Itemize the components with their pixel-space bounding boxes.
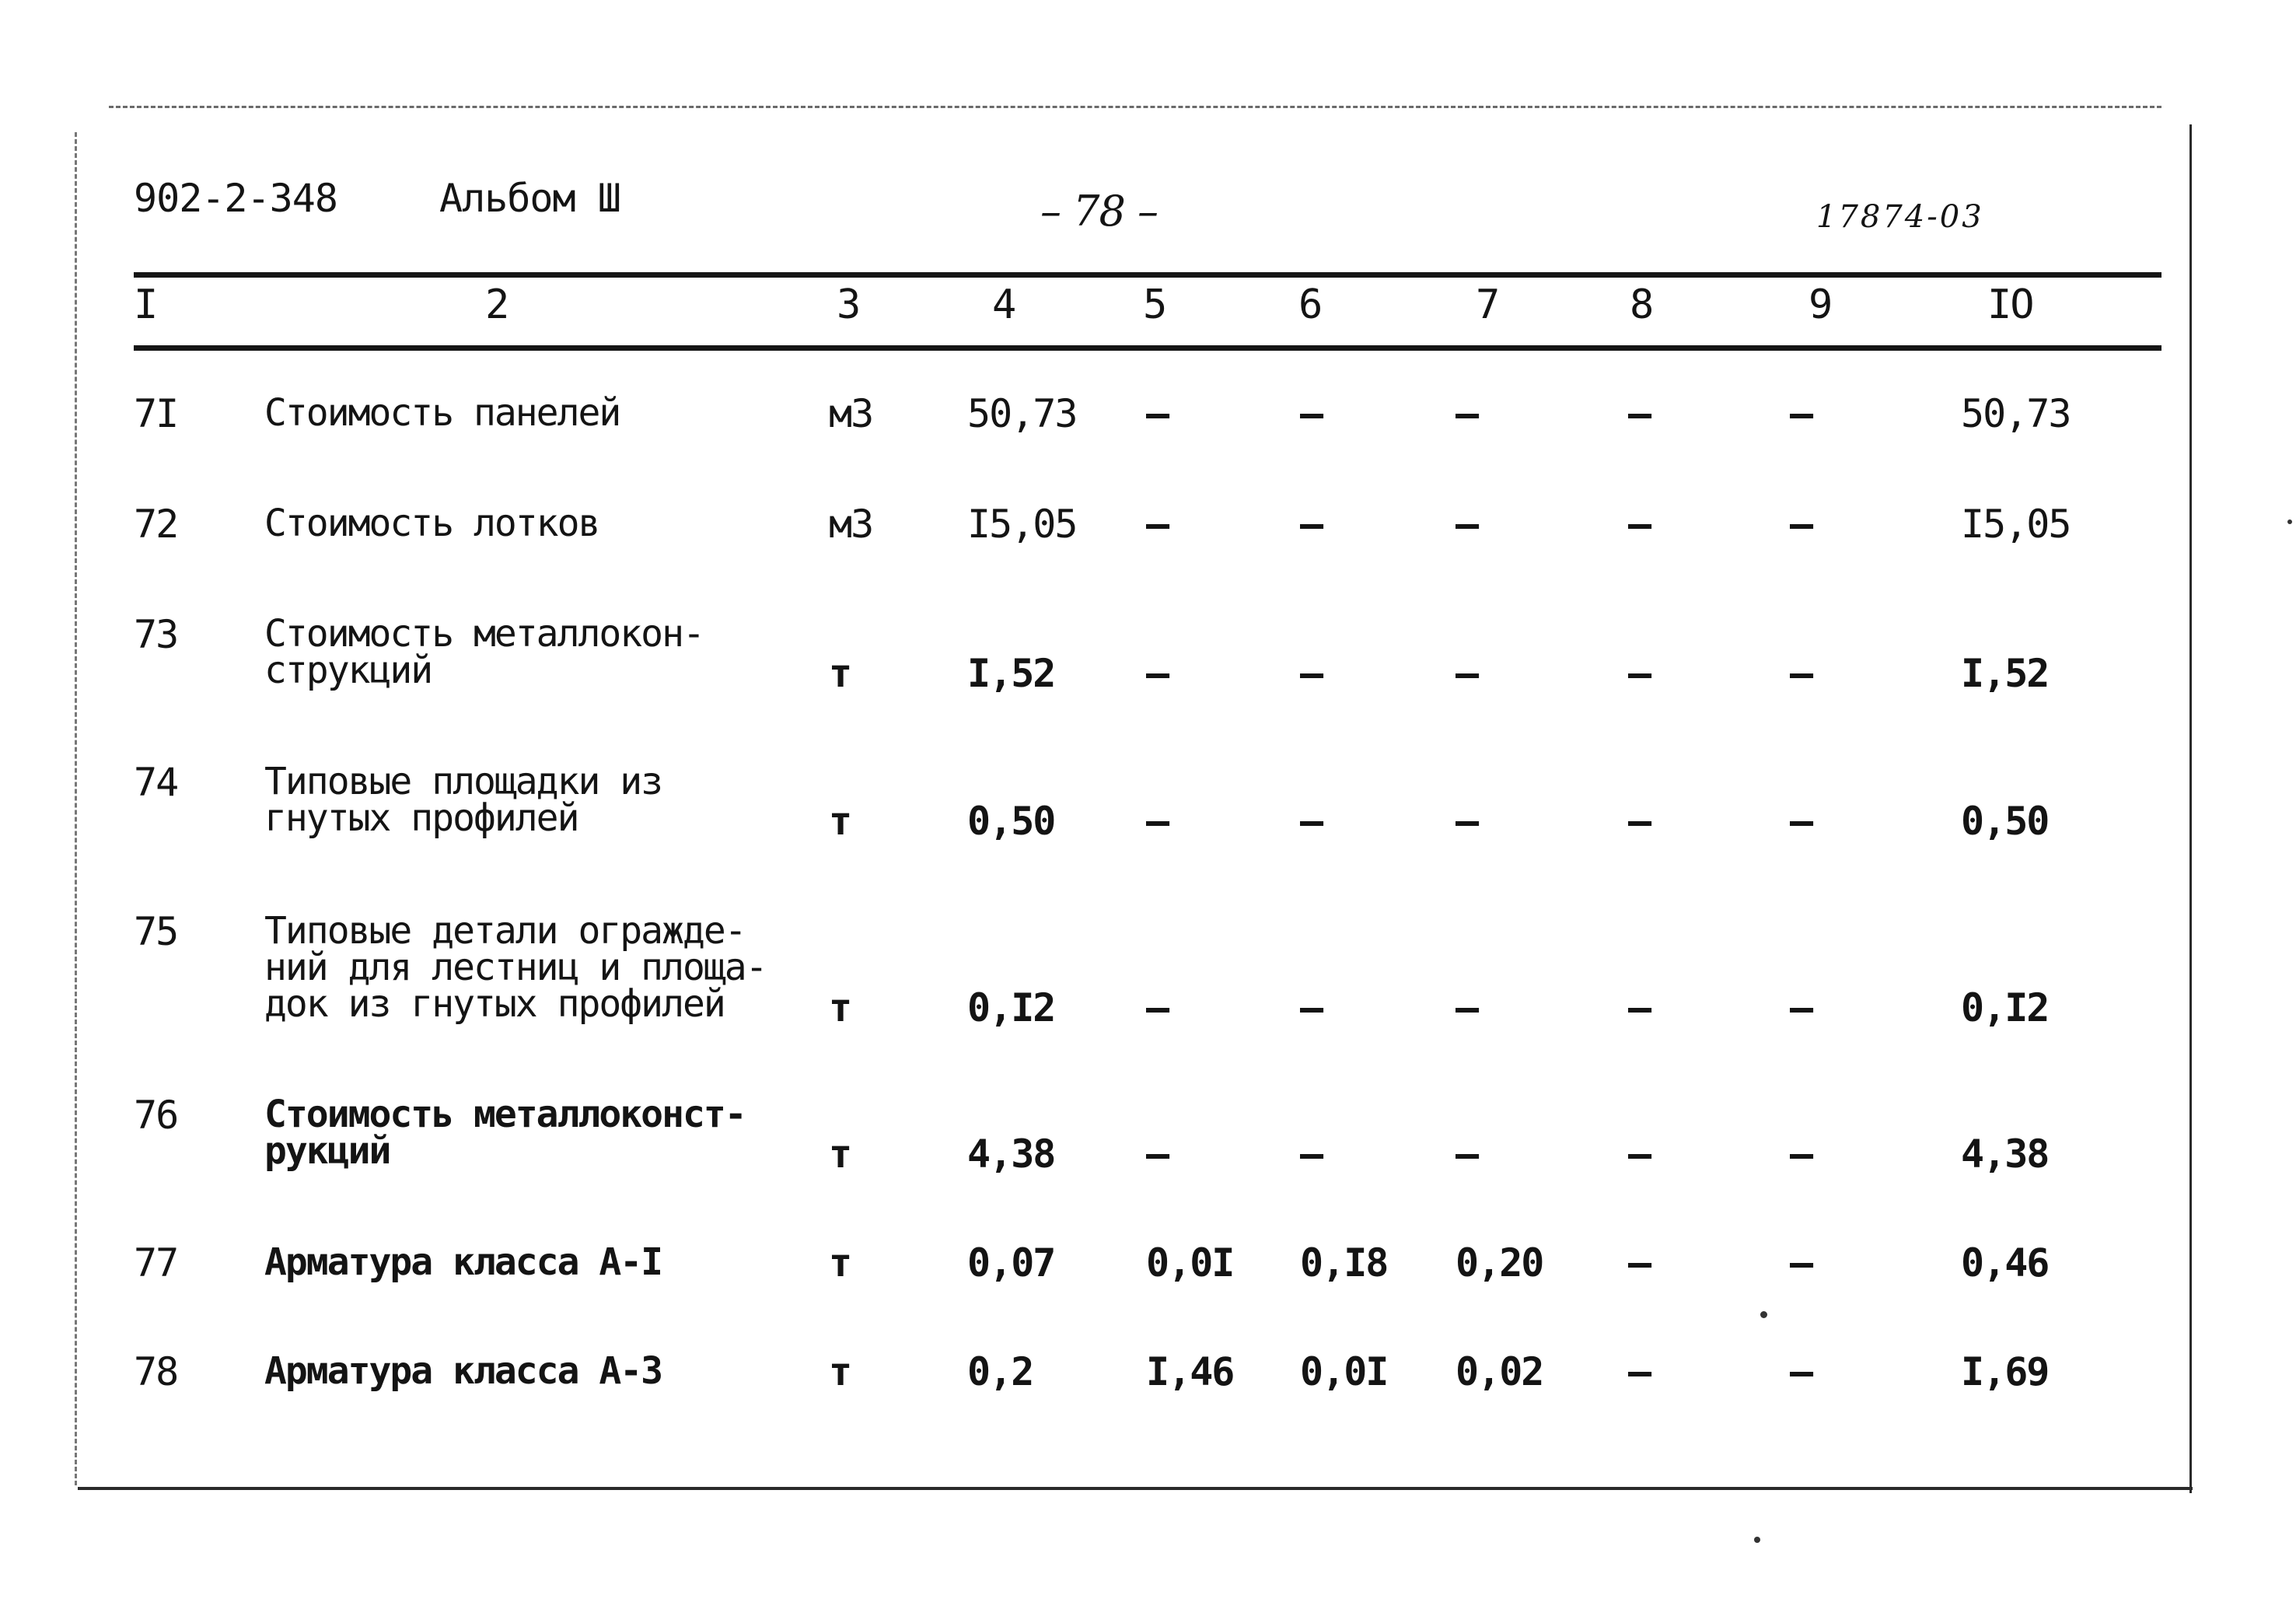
row-2-c6: – — [1300, 502, 1323, 547]
row-6-c7: – — [1456, 1132, 1478, 1177]
row-6-c4: 4,38 — [967, 1132, 1055, 1177]
row-4-c8: – — [1628, 799, 1651, 844]
row-5-c6: – — [1300, 985, 1323, 1030]
right-border — [2189, 124, 2192, 1493]
row-5-name: Типовые детали огражде- ний для лестниц и площа- док из гнутых профилей — [264, 909, 767, 1026]
row-1-c4: 50,73 — [967, 391, 1077, 436]
row-8-c9: – — [1790, 1349, 1812, 1394]
row-4-c9: – — [1790, 799, 1812, 844]
row-3-c6: – — [1300, 651, 1323, 696]
row-6-c9: – — [1790, 1132, 1812, 1177]
row-1-unit: м3 — [829, 391, 873, 436]
row-7-name: Арматура класса А-I — [264, 1240, 662, 1284]
scan-speck — [1754, 1537, 1760, 1543]
row-7-c7: 0,20 — [1456, 1240, 1543, 1285]
row-2-c7: – — [1456, 502, 1478, 547]
row-2-no: 72 — [134, 502, 178, 547]
row-3-c7: – — [1456, 651, 1478, 696]
row-7-c5: 0,0I — [1146, 1240, 1234, 1285]
row-6-c5: – — [1146, 1132, 1169, 1177]
page-number: – 78 – — [1040, 187, 1158, 236]
row-3-c10: I,52 — [1961, 651, 2049, 696]
row-3-c9: – — [1790, 651, 1812, 696]
row-2-c8: – — [1628, 502, 1651, 547]
row-3-c5: – — [1146, 651, 1169, 696]
row-1-name: Стоимость панелей — [264, 391, 620, 435]
row-5-c10: 0,I2 — [1961, 985, 2049, 1030]
left-border — [75, 132, 77, 1485]
row-3-c8: – — [1628, 651, 1651, 696]
top-border — [109, 106, 2161, 108]
row-4-c4: 0,50 — [967, 799, 1055, 844]
row-1-c6: – — [1300, 391, 1323, 436]
row-2-c5: – — [1146, 502, 1169, 547]
row-2-c10: I5,05 — [1961, 502, 2071, 547]
column-header-4: 4 — [992, 282, 1015, 328]
row-1-c5: – — [1146, 391, 1169, 436]
row-5-c7: – — [1456, 985, 1478, 1030]
row-8-no: 78 — [134, 1349, 178, 1394]
row-7-unit: т — [829, 1240, 851, 1285]
inventory-number: 17874-03 — [1816, 199, 1984, 235]
row-2-unit: м3 — [829, 502, 873, 547]
row-4-c6: – — [1300, 799, 1323, 844]
row-4-no: 74 — [134, 760, 178, 805]
row-6-unit: т — [829, 1132, 851, 1177]
row-1-no: 7I — [134, 391, 178, 436]
doc-code: 902-2-348 — [134, 176, 337, 221]
row-2-c9: – — [1790, 502, 1812, 547]
row-8-c10: I,69 — [1961, 1349, 2049, 1394]
row-5-no: 75 — [134, 909, 178, 954]
row-8-name: Арматура класса А-3 — [264, 1349, 662, 1393]
column-header-8: 8 — [1630, 282, 1653, 328]
row-8-c8: – — [1628, 1349, 1651, 1394]
row-8-c6: 0,0I — [1300, 1349, 1388, 1394]
row-8-unit: т — [829, 1349, 851, 1394]
row-1-c8: – — [1628, 391, 1651, 436]
header-rule-top — [134, 272, 2161, 278]
row-7-c6: 0,I8 — [1300, 1240, 1388, 1285]
row-6-name: Стоимость металлоконст- рукций — [264, 1093, 746, 1173]
scan-speck — [1760, 1311, 1767, 1318]
row-6-c8: – — [1628, 1132, 1651, 1177]
row-4-c7: – — [1456, 799, 1478, 844]
column-header-3: 3 — [837, 282, 860, 328]
column-header-7: 7 — [1476, 282, 1499, 328]
row-1-c7: – — [1456, 391, 1478, 436]
column-header-1: I — [134, 282, 157, 328]
row-5-c4: 0,I2 — [967, 985, 1055, 1030]
row-3-no: 73 — [134, 612, 178, 657]
bottom-border — [78, 1487, 2193, 1490]
row-7-no: 77 — [134, 1240, 178, 1285]
row-7-c9: – — [1790, 1240, 1812, 1285]
row-6-c10: 4,38 — [1961, 1132, 2049, 1177]
row-4-name: Типовые площадки из гнутых профилей — [264, 760, 662, 840]
row-8-c5: I,46 — [1146, 1349, 1234, 1394]
row-4-c10: 0,50 — [1961, 799, 2049, 844]
row-5-c9: – — [1790, 985, 1812, 1030]
row-7-c8: – — [1628, 1240, 1651, 1285]
row-7-c4: 0,07 — [967, 1240, 1055, 1285]
row-1-c9: – — [1790, 391, 1812, 436]
row-2-c4: I5,05 — [967, 502, 1077, 547]
row-6-no: 76 — [134, 1093, 178, 1138]
row-5-c8: – — [1628, 985, 1651, 1030]
album-label: Альбом Ш — [439, 176, 620, 221]
row-7-c10: 0,46 — [1961, 1240, 2049, 1285]
column-header-6: 6 — [1298, 282, 1322, 328]
row-5-c5: – — [1146, 985, 1169, 1030]
row-1-c10: 50,73 — [1961, 391, 2071, 436]
row-8-c4: 0,2 — [967, 1349, 1033, 1394]
row-6-c6: – — [1300, 1132, 1323, 1177]
column-header-2: 2 — [485, 282, 508, 328]
row-3-name: Стоимость металлокон- струкций — [264, 612, 704, 692]
row-8-c7: 0,02 — [1456, 1349, 1543, 1394]
column-header-9: 9 — [1808, 282, 1832, 328]
column-header-10: IO — [1987, 282, 2033, 328]
row-4-c5: – — [1146, 799, 1169, 844]
row-2-name: Стоимость лотков — [264, 502, 599, 545]
row-5-unit: т — [829, 985, 851, 1030]
row-3-c4: I,52 — [967, 651, 1055, 696]
row-3-unit: т — [829, 651, 851, 696]
row-4-unit: т — [829, 799, 851, 844]
header-rule-bottom — [134, 345, 2161, 351]
scan-speck — [2287, 519, 2292, 524]
column-header-5: 5 — [1143, 282, 1166, 328]
